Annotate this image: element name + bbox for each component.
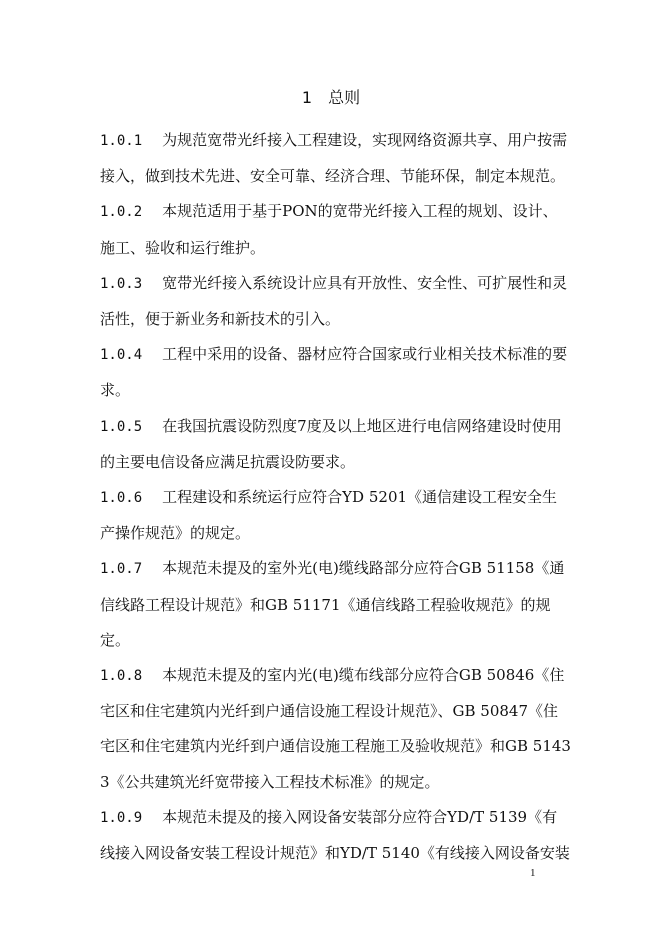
clause-text: 工程建设和系统运行应符合YD 5201《通信建设工程安全生产操作规范》的规定。 <box>100 488 558 543</box>
clause-text: 宽带光纤接入系统设计应具有开放性、安全性、可扩展性和灵活性，便于新业务和新技术的引入。 <box>100 273 568 329</box>
clause-text: 本规范未提及的室外光(电)缆线路部分应符合GB 51158《通信线路工程设计规范》和GB 51171《通信线路工程验收规范》的规定。 <box>100 559 565 649</box>
clause-1-0-9 <box>100 800 572 871</box>
clause-number: 1.0.1 <box>100 133 143 149</box>
clause-1-0-5 <box>100 409 572 480</box>
clause-text: 本规范适用于基于PON的宽带光纤接入工程的规划、设计、施工、验收和运行维护。 <box>100 202 558 257</box>
clause-1-0-7 <box>100 551 572 658</box>
clause-text: 工程中采用的设备、器材应符合国家或行业相关技术标准的要求。 <box>100 345 568 400</box>
clause-text: 本规范未提及的室内光(电)缆布线部分应符合GB 50846《住宅区和住宅建筑内光纤到户通信设施工程设计规范》、GB 50847《住宅区和住宅建筑内光纤到户通信设施工程施工及验收规范》和GB 51433《公共建筑光纤宽带接入工程技术标准》的规定。 <box>100 666 571 791</box>
clause-text: 本规范未提及的接入网设备安装部分应符合YD/T 5139《有线接入网设备安装工程设计规范》和YD/T 5140《有线接入网设备安装 <box>100 807 570 863</box>
clause-list <box>100 123 572 871</box>
clause-1-0-1 <box>100 123 572 194</box>
clause-text: 在我国抗震设防烈度7度及以上地区进行电信网络建设时使用的主要电信设备应满足抗震设防要求。 <box>100 416 562 471</box>
clause-1-0-3 <box>100 266 572 337</box>
clause-number: 1.0.9 <box>100 809 143 826</box>
chapter-title: 1 总则 <box>301 88 361 107</box>
clause-number: 1.0.6 <box>100 490 143 507</box>
clause-number: 1.0.5 <box>100 418 143 435</box>
clause-1-0-6 <box>100 480 572 551</box>
clause-1-0-2 <box>100 194 572 265</box>
clause-text: 为规范宽带光纤接入工程建设，实现网络资源共享、用户按需接入，做到技术先进、安全可靠、经济合理、节能环保，制定本规范。 <box>100 131 568 186</box>
clause-1-0-4 <box>100 337 572 408</box>
clause-number: 1.0.7 <box>100 561 143 578</box>
clause-number: 1.0.3 <box>100 275 143 292</box>
clause-number: 1.0.4 <box>100 347 143 364</box>
clause-number: 1.0.8 <box>100 668 143 685</box>
page-number: 1 <box>530 867 536 879</box>
clause-number: 1.0.2 <box>100 204 143 221</box>
clause-1-0-8 <box>100 658 572 800</box>
